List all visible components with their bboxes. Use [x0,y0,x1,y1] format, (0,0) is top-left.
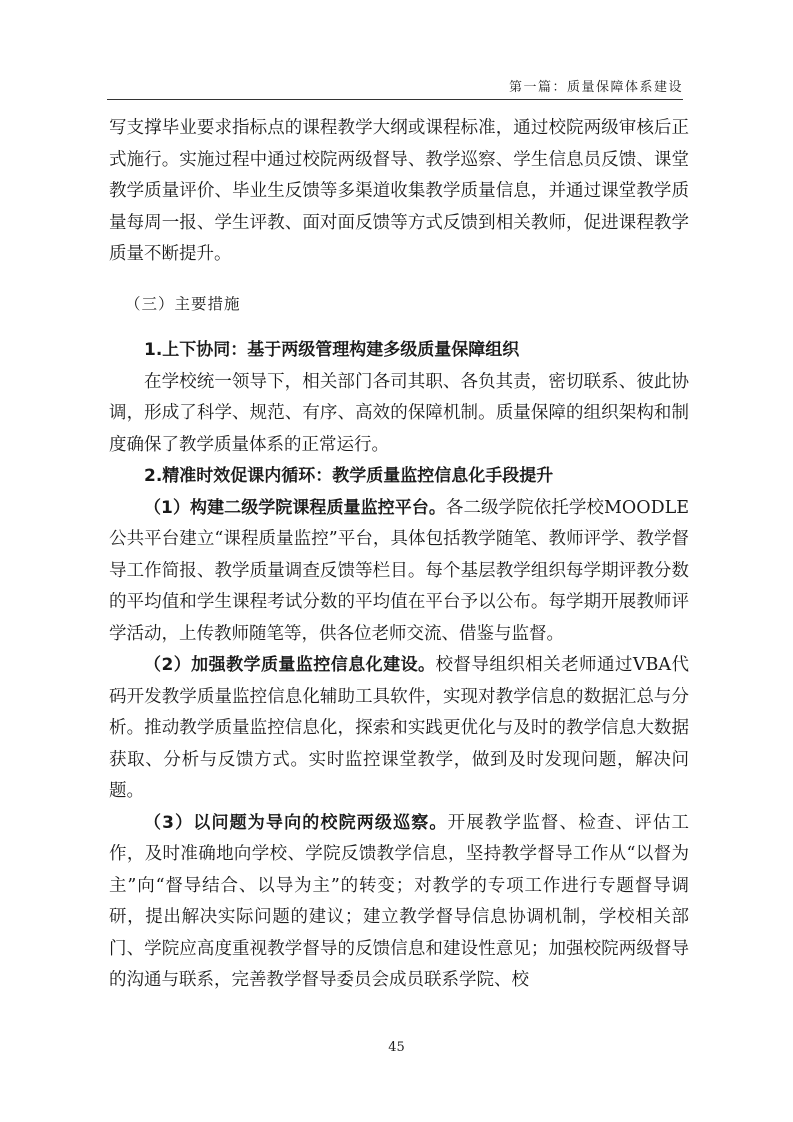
measure-2-item-1 [109,493,689,651]
measure-2-heading: 2.精准时效促课内循环：教学质量监控信息化手段提升 [144,466,554,486]
measure-2-item-2 [109,650,689,808]
measure-2-item-3 [109,808,689,997]
item-2-lead: （2）加强教学质量监控信息化建设。 [144,655,436,675]
item-3-text: 开展教学监督、检查、评估工作，及时准确地向学校、学院反馈教学信息，坚持教学督导工作从“以督为主”向“督导结合、以导为主”的转变；对教学的专项工作进行专题督导调研，提出解决实际问题的建议；建立教学督导信息协调机制，学校相关部门、学院应高度重视教学督导的反馈信息和建设性意见；加强校院两级督导的沟通与联系，完善教学督导委员会成员联系学院、校 [109,812,690,990]
continued-paragraph: 写支撑毕业要求指标点的课程教学大纲或课程标准，通过校院两级审核后正式施行。实施过程中通过校院两级督导、教学巡察、学生信息员反馈、课堂教学质量评价、毕业生反馈等多渠道收集教学质量信息，并通过课堂教学质量每周一报、学生评教、面对面反馈等方式反馈到相关教师，促进课程教学质量不断提升。 [109,118,689,264]
item-3-lead: （3）以问题为导向的校院两级巡察。 [144,812,448,833]
page-number: 45 [388,1040,405,1055]
measure-1-paragraph: 在学校统一领导下，相关部门各司其职、各负其责，密切联系、彼此协调，形成了科学、规范、有序、高效的保障机制。质量保障的组织架构和制度确保了教学质量体系的正常运行。 [109,371,689,455]
running-header: 第一篇：质量保障体系建设 [508,80,683,95]
item-2-text: 校督导组织相关老师通过VBA代码开发教学质量监控信息化辅助工具软件，实现对教学信息的数据汇总与分析。推动教学质量监控信息化，探索和实践更优化与及时的教学信息大数据获取、分析与反馈方式。实时监控课堂教学，做到及时发现问题，解决问题。 [109,655,689,801]
page-body [109,113,689,997]
measure-1-heading: 1.上下协同：基于两级管理构建多级质量保障组织 [144,340,520,360]
item-1-text: 各二级学院依托学校MOODLE公共平台建立“课程质量监控”平台，具体包括教学随笔、教师评学、教学督导工作简报、教学质量调查反馈等栏目。每个基层教学组织每学期评教分数的平均值和学生课程考试分数的平均值在平台予以公布。每学期开展教师评学活动，上传教师随笔等，供各位老师交流、借鉴与监督。 [109,497,690,644]
section-heading: （三）主要措施 [125,294,241,313]
header-rule [107,99,683,100]
item-1-lead: （1）构建二级学院课程质量监控平台。 [144,497,446,518]
